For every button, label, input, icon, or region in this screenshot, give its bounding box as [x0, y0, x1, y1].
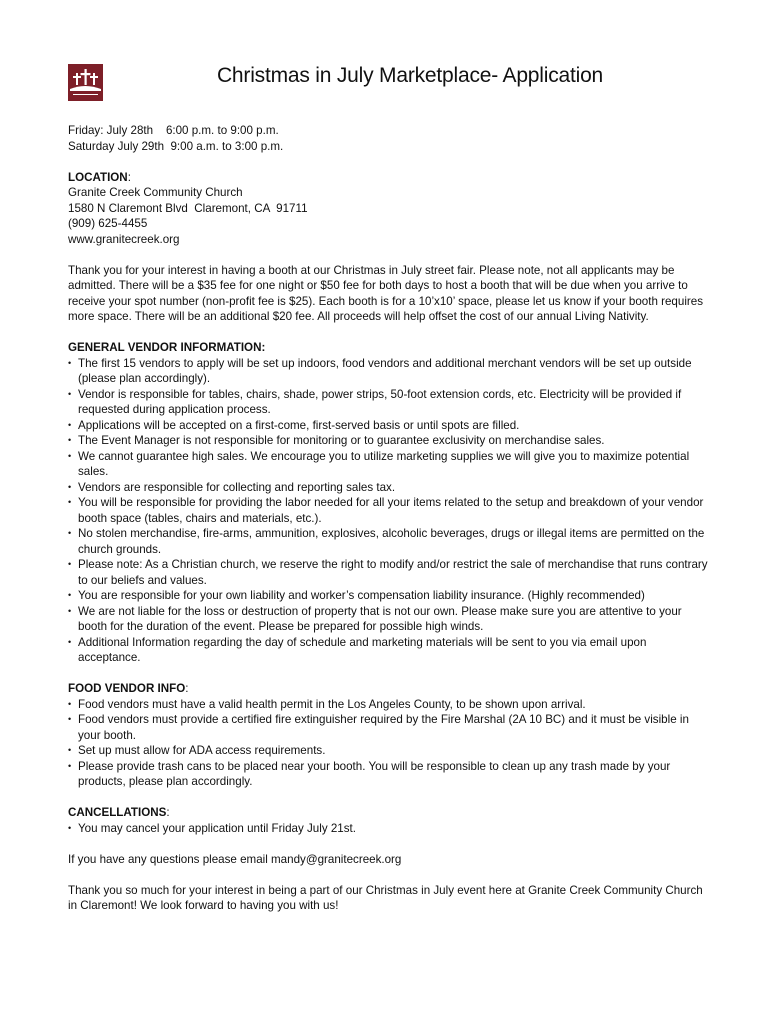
document-body [68, 123, 708, 914]
list-item: • We are not liable for the loss or destruction of property that is not our own. Please make sure you are attentive to your booth for the duration of the event. Please be prepared for possible high winds. [68, 604, 708, 635]
list-item: • Set up must allow for ADA access requirements. [68, 743, 708, 759]
location-website: www.granitecreek.org [68, 232, 180, 246]
food-heading-line: FOOD VENDOR INFO: [68, 682, 189, 695]
cancellations-list [68, 821, 708, 837]
list-item: • You will be responsible for providing the labor needed for all your items related to the setup and breakdown of your vendor booth space (tables, chairs and materials, etc.). [68, 495, 708, 526]
food-vendor-heading: FOOD VENDOR INFO [68, 682, 186, 695]
cancellations-heading: CANCELLATIONS [68, 806, 167, 819]
page-title: Christmas in July Marketplace- Application [216, 64, 604, 87]
list-item: • We cannot guarantee high sales. We encourage you to utilize marketing supplies we will give you to maximize potential sales. [68, 449, 708, 480]
list-item: • You may cancel your application until Friday July 21st. [68, 821, 708, 837]
list-item: • No stolen merchandise, fire-arms, ammunition, explosives, alcoholic beverages, drugs or illegal items are permitted on the church grounds. [68, 526, 708, 557]
list-item: • Vendor is responsible for tables, chairs, shade, power strips, 50-foot extension cords, etc. Electricity will be provided if requested during application process. [68, 387, 708, 418]
church-crosses-logo [68, 64, 103, 101]
location-heading-line: LOCATION: [68, 170, 131, 184]
list-item: • Please provide trash cans to be placed near your booth. You will be responsible to clean up any trash made by your products, please plan accordingly. [68, 759, 708, 790]
location-heading: LOCATION [68, 170, 128, 184]
location-name: Granite Creek Community Church [68, 186, 243, 199]
food-vendor-list [68, 697, 708, 790]
list-item: • Food vendors must provide a certified fire extinguisher required by the Fire Marshal (2A 10 BC) and it must be visible in your booth. [68, 712, 708, 743]
list-item: • Vendors are responsible for collecting and reporting sales tax. [68, 480, 708, 496]
cancellations-heading-line: CANCELLATIONS: [68, 806, 170, 819]
date-line-saturday: Saturday July 29th 9:00 a.m. to 3:00 p.m. [68, 139, 284, 153]
list-item: • Additional Information regarding the day of schedule and marketing materials will be sent to you via email upon acceptance. [68, 635, 708, 666]
intro-paragraph: Thank you for your interest in having a booth at our Christmas in July street fair. Please note, not all applicants may be admitted. There will be a $35 fee for one night or $50 fee for both days to host a booth that will be due when you arrive to receive your spot number (non-profit fee is $25). Each booth is for a 10’x10’ space, please let us know if your booth requires more space. There will be an additional $20 fee. All proceeds will help offset the cost of our annual Living Nativity. [68, 263, 703, 323]
general-vendor-heading: GENERAL VENDOR INFORMATION: [68, 341, 266, 354]
closing-paragraph: Thank you so much for your interest in being a part of our Christmas in July event here at Granite Creek Community Church in Claremont! We look forward to having you with us! [68, 883, 703, 912]
list-item: • Please note: As a Christian church, we reserve the right to modify and/or restrict the sale of merchandise that runs contrary to our beliefs and values. [68, 557, 708, 588]
date-line-friday: Friday: July 28th 6:00 p.m. to 9:00 p.m. [68, 124, 279, 137]
list-item: • You are responsible for your own liability and worker’s compensation liability insurance. (Highly recommended) [68, 588, 708, 604]
location-address: 1580 N Claremont Blvd Claremont, CA 91711 [68, 201, 308, 215]
list-item: • Applications will be accepted on a first-come, first-served basis or until spots are filled. [68, 418, 708, 434]
location-phone: (909) 625-4455 [68, 217, 148, 230]
general-vendor-list [68, 356, 708, 666]
list-item: • Food vendors must have a valid health permit in the Los Angeles County, to be shown upon arrival. [68, 697, 708, 713]
list-item: • The first 15 vendors to apply will be set up indoors, food vendors and additional merchant vendors will be set up outside (please plan accordingly). [68, 356, 708, 387]
questions-line: If you have any questions please email mandy@granitecreek.org [68, 852, 402, 866]
list-item: • The Event Manager is not responsible for monitoring or to guarantee exclusivity on merchandise sales. [68, 433, 708, 449]
